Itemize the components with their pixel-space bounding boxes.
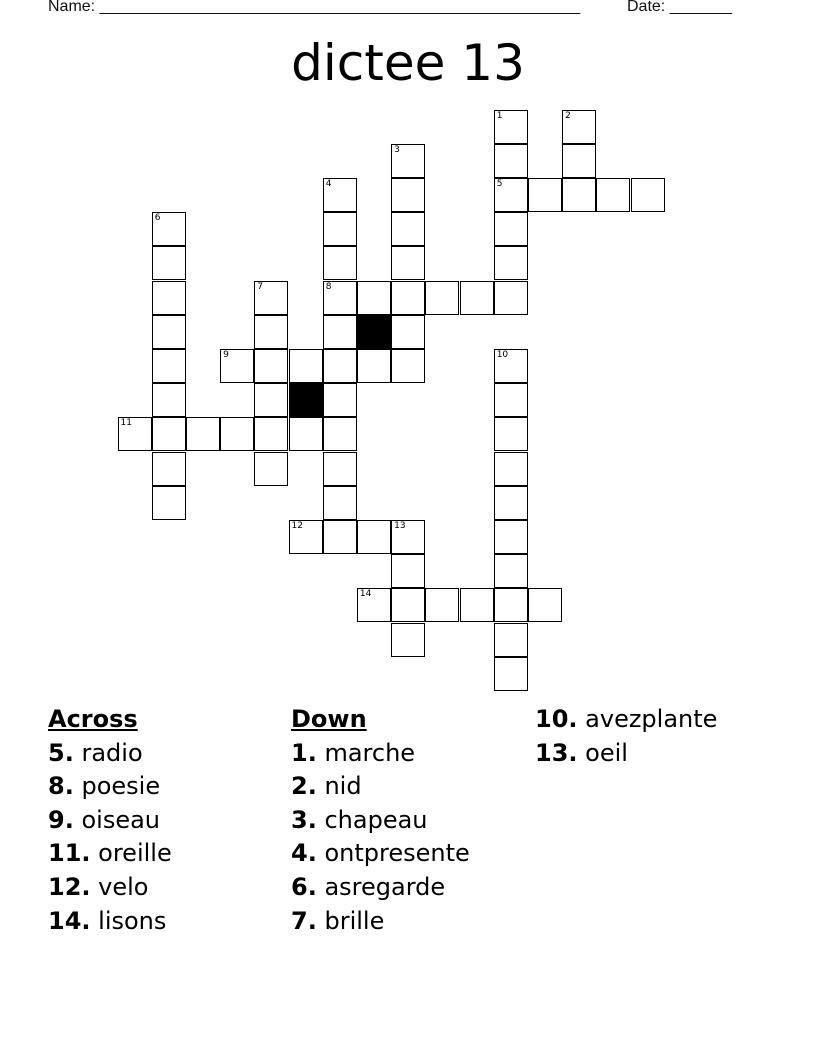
page-title: dictee 13 (291, 34, 525, 92)
grid-cell[interactable] (357, 281, 391, 315)
grid-cell[interactable] (494, 212, 528, 246)
grid-cell[interactable] (391, 315, 425, 349)
grid-cell[interactable] (391, 246, 425, 280)
clue-text: lisons (98, 906, 167, 935)
grid-cell[interactable] (391, 212, 425, 246)
grid-cell[interactable] (528, 588, 562, 622)
grid-cell[interactable] (152, 281, 186, 315)
grid-cell[interactable] (323, 315, 357, 349)
grid-cell[interactable] (152, 486, 186, 520)
grid-cell[interactable] (152, 383, 186, 417)
grid-cell[interactable] (323, 246, 357, 280)
grid-cell[interactable] (220, 349, 254, 383)
grid-cell[interactable] (323, 349, 357, 383)
clue-number: 2. (291, 772, 317, 801)
grid-cell[interactable] (357, 588, 391, 622)
clue-item (291, 804, 470, 838)
grid-block (289, 383, 323, 417)
grid-cell[interactable] (323, 520, 357, 554)
grid-cell[interactable] (357, 349, 391, 383)
grid-cell[interactable] (562, 110, 596, 144)
clue-item (48, 737, 172, 771)
grid-cell[interactable] (254, 315, 288, 349)
down-clues-continued (535, 703, 717, 770)
grid-cell[interactable] (323, 178, 357, 212)
clue-text: velo (98, 872, 149, 901)
grid-cell[interactable] (391, 281, 425, 315)
clue-item (291, 837, 470, 871)
grid-cell[interactable] (460, 281, 494, 315)
grid-cell[interactable] (596, 178, 630, 212)
down-heading: Down (291, 705, 367, 733)
grid-cell[interactable] (494, 178, 528, 212)
clue-number: 9. (48, 805, 74, 834)
grid-cell[interactable] (391, 554, 425, 588)
clue-text: poesie (81, 772, 161, 801)
grid-cell[interactable] (289, 520, 323, 554)
down-clues (291, 703, 470, 938)
clue-number-label: 4 (325, 178, 332, 189)
clue-text: oreille (98, 839, 172, 868)
grid-cell[interactable] (118, 417, 152, 451)
grid-cell[interactable] (562, 178, 596, 212)
clue-number-label: 12 (291, 520, 303, 531)
clue-item (291, 737, 470, 771)
clue-text: asregarde (324, 872, 446, 901)
grid-cell[interactable] (254, 349, 288, 383)
grid-cell[interactable] (494, 520, 528, 554)
grid-cell[interactable] (494, 452, 528, 486)
grid-cell[interactable] (494, 588, 528, 622)
clue-number: 1. (291, 738, 317, 767)
grid-cell[interactable] (254, 417, 288, 451)
grid-cell[interactable] (152, 246, 186, 280)
clue-text: brille (324, 906, 385, 935)
clue-item (535, 737, 717, 771)
clue-number-label: 14 (359, 589, 372, 600)
clue-number: 8. (48, 772, 74, 801)
grid-cell[interactable] (494, 281, 528, 315)
clue-item (48, 770, 172, 804)
grid-cell[interactable] (425, 281, 459, 315)
grid-cell[interactable] (494, 349, 528, 383)
clue-number-label: 6 (154, 213, 161, 224)
grid-cell[interactable] (323, 212, 357, 246)
grid-cell[interactable] (323, 383, 357, 417)
grid-cell[interactable] (323, 486, 357, 520)
clue-number: 5. (48, 738, 74, 767)
grid-cell[interactable] (528, 178, 562, 212)
clue-text: ontpresente (324, 839, 470, 868)
clue-item (291, 770, 470, 804)
grid-cell[interactable] (323, 417, 357, 451)
grid-cell[interactable] (494, 383, 528, 417)
grid-cell[interactable] (357, 520, 391, 554)
grid-cell[interactable] (494, 110, 528, 144)
clue-number-label: 13 (394, 520, 406, 531)
grid-cell[interactable] (323, 281, 357, 315)
clue-number-label: 5 (496, 178, 503, 189)
clue-number: 4. (291, 839, 317, 868)
clue-item (48, 837, 172, 871)
grid-cell[interactable] (391, 178, 425, 212)
grid-cell[interactable] (391, 520, 425, 554)
clue-number-label: 11 (120, 418, 132, 429)
grid-cell[interactable] (460, 588, 494, 622)
grid-cell[interactable] (391, 588, 425, 622)
grid-cell[interactable] (186, 417, 220, 451)
grid-cell[interactable] (152, 212, 186, 246)
name-field-label[interactable]: Name: ______________________________________________________ (48, 0, 581, 15)
clue-number: 12. (48, 872, 91, 901)
grid-cell[interactable] (152, 452, 186, 486)
grid-cell[interactable] (152, 417, 186, 451)
grid-cell[interactable] (494, 623, 528, 657)
grid-cell[interactable] (425, 588, 459, 622)
clue-number-label: 10 (496, 349, 509, 360)
grid-block (357, 315, 391, 349)
grid-cell[interactable] (391, 623, 425, 657)
clue-number-label: 1 (496, 110, 503, 121)
clue-number: 13. (535, 738, 578, 767)
across-clues (48, 703, 172, 938)
clue-text: avezplante (585, 705, 718, 733)
clue-number: 14. (48, 906, 91, 935)
date-field-label[interactable]: Date: _______ (627, 0, 732, 15)
grid-cell[interactable] (494, 486, 528, 520)
clue-text: nid (324, 772, 362, 801)
grid-cell[interactable] (289, 349, 323, 383)
clue-text: marche (324, 738, 416, 767)
grid-cell[interactable] (494, 144, 528, 178)
clue-number-label: 7 (257, 281, 264, 292)
clue-number: 10. (535, 705, 578, 733)
clue-item (48, 871, 172, 905)
clue-text: oeil (585, 738, 628, 767)
clue-text: oiseau (81, 805, 161, 834)
clue-item (291, 905, 470, 939)
grid-cell[interactable] (254, 452, 288, 486)
clue-item (535, 703, 717, 737)
clue-number: 7. (291, 906, 317, 935)
clue-number-label: 3 (394, 144, 400, 155)
clue-number: 6. (291, 872, 317, 901)
grid-cell[interactable] (220, 417, 254, 451)
clue-text: chapeau (324, 805, 428, 834)
grid-cell[interactable] (631, 178, 665, 212)
grid-cell[interactable] (391, 349, 425, 383)
grid-cell[interactable] (254, 281, 288, 315)
clue-number: 3. (291, 805, 317, 834)
grid-cell[interactable] (289, 417, 323, 451)
clue-item (48, 905, 172, 939)
clue-item (48, 804, 172, 838)
grid-cell[interactable] (391, 144, 425, 178)
clue-number-label: 2 (565, 110, 571, 121)
clue-text: radio (81, 738, 143, 767)
grid-cell[interactable] (494, 554, 528, 588)
grid-cell[interactable] (254, 383, 288, 417)
grid-cell[interactable] (323, 452, 357, 486)
clue-item (291, 871, 470, 905)
grid-cell[interactable] (494, 417, 528, 451)
grid-cell[interactable] (152, 349, 186, 383)
grid-cell[interactable] (494, 246, 528, 280)
grid-cell[interactable] (562, 144, 596, 178)
clue-number: 11. (48, 839, 91, 868)
across-heading: Across (48, 705, 138, 733)
grid-cell[interactable] (494, 657, 528, 691)
grid-cell[interactable] (152, 315, 186, 349)
clue-number-label: 9 (223, 349, 229, 360)
clue-number-label: 8 (325, 281, 332, 292)
